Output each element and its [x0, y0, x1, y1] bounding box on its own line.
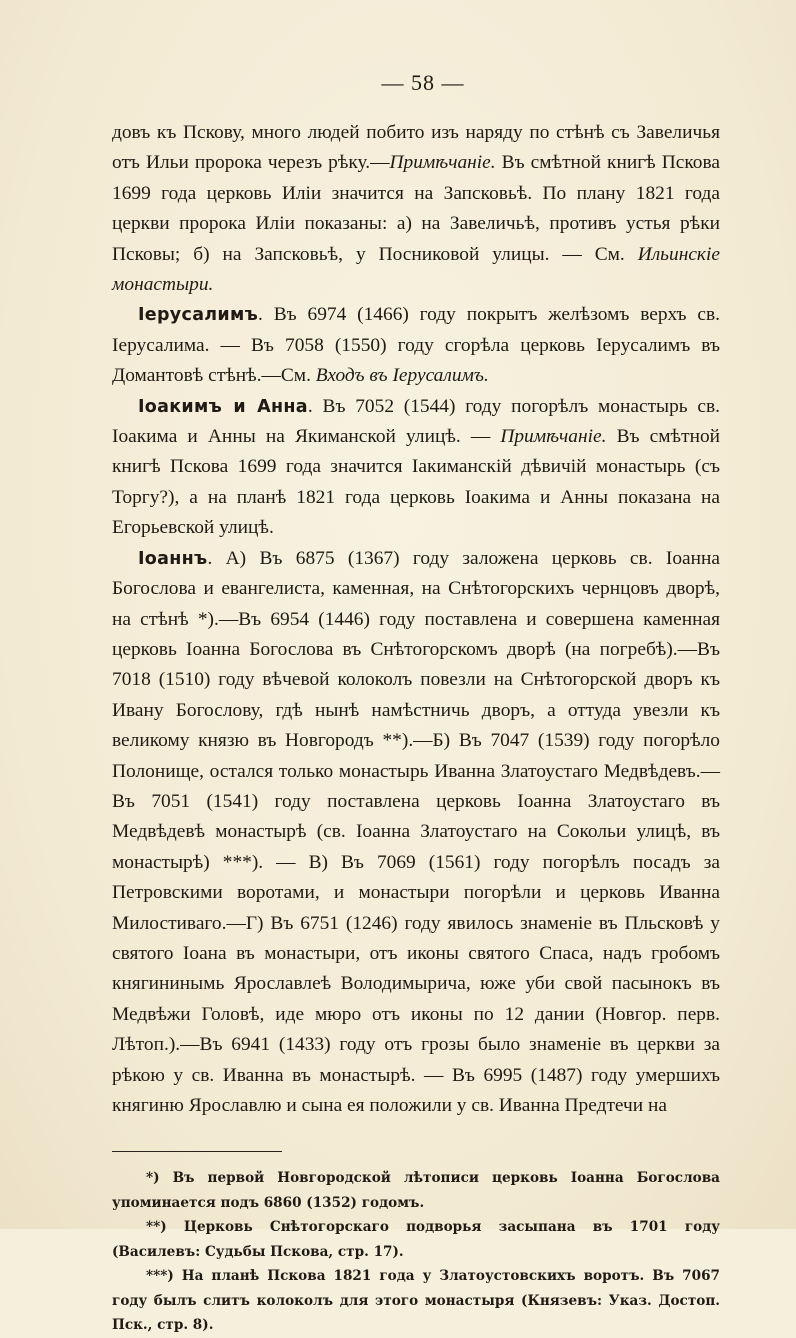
- footnote-divider: [112, 1151, 282, 1152]
- paragraph-ierusalim: [112, 300, 720, 391]
- paragraph-ilia: [112, 118, 720, 300]
- italic-segment: Примѣчаніе.: [500, 426, 607, 448]
- footnotes: [112, 1166, 720, 1338]
- entry-heading: Іоаннъ: [138, 548, 208, 569]
- paragraph-ioann: [112, 544, 720, 1122]
- page-number: — 58 —: [381, 70, 465, 95]
- footnote-1: *) Въ первой Новгородской лѣтописи церковь Іоанна Богослова упоминается подъ 6860 (1352) годомъ.: [112, 1170, 720, 1211]
- italic-segment: Входъ въ Іерусалимъ.: [315, 365, 489, 387]
- footnote-3: ***) На планѣ Пскова 1821 года у Златоустовскихъ воротъ. Въ 7067 году былъ слитъ колоколъ для этого монастыря (Князевъ: Указ. Достоп. Пск., стр. 8).: [112, 1268, 720, 1334]
- main-text: [112, 118, 720, 1121]
- text-segment: довъ къ Пскову, много людей побито изъ наряду по стѣнѣ съ Завеличья отъ Ильи пророка черезъ рѣку.—: [112, 122, 720, 174]
- entry-heading: Іерусалимъ: [138, 305, 259, 326]
- text-segment: . А) Въ 6875 (1367) году заложена церковь св. Іоанна Богослова и евангелиста, каменная, на Снѣтогорскихъ чернцовъ дворѣ, на стѣнѣ *).—Въ 6954 (1446) году поставлена и совершена каменная церковь Іоанна Богослова въ Снѣтогорскомъ дворѣ (на погребѣ).—Въ 7018 (1510) году вѣчевой колоколъ повезли на Снѣтогорской дворъ къ Ивану Богослову, гдѣ нынѣ намѣстничь дворъ, а оттуда увезли къ великому князю въ Новгородъ **).—Б) Въ 7047 (1539) году погорѣло Полонище, остался только монастырь Иванна Златоустаго Медвѣдевъ.— Въ 7051 (1541) году поставлена церковь Іоанна Златоустаго въ Медвѣдевѣ монастырѣ (св. Іоанна Златоустаго на Сокольи улицѣ, въ монастырѣ) ***). — В) Въ 7069 (1561) году погорѣлъ посадъ за Петровскими воротами, и монастыри погорѣли и церковь Иванна Милостиваго.—Г) Въ 6751 (1246) году явилось знаменіе въ Пльсковѣ у святого Іоана въ монастыри, отъ иконы святого Спаса, надъ гробомъ княгининымь Ярославлеѣ Володимырича, юже уби свой пасынокъ въ Медвѣжи Головѣ, иде мюро отъ иконы по 12 дании (Новгор. перв. Лѣтоп.).—Въ 6941 (1433) году отъ грозы было знаменіе въ церкви за рѣкою у св. Иванна въ монастырѣ. — Въ 6995 (1487) году умершихъ княгиню Ярославлю и сына ея положили у св. Иванна Предтечи на: [112, 547, 720, 1116]
- paragraph-ioakim-anna: [112, 392, 720, 544]
- text-segment: . Въ 7052 (1544) году погорѣлъ монастырь св. Іоакима и Анны на Якиманской улицѣ. —: [112, 395, 720, 448]
- text-segment: Въ смѣтной книгѣ Пскова 1699 года церковь Иліи значится на Запсковьѣ. По плану 1821 года церкви пророка Иліи показаны: а) на Завеличьѣ, противъ устья рѣки Псковы; б) на Запсковьѣ, у Посниковой улицы. — См.: [112, 152, 720, 265]
- italic-segment: Ильинскіе монастыри.: [112, 243, 720, 296]
- text-segment: . Въ 6974 (1466) году покрытъ желѣзомъ верхъ св. Іерусалима. — Въ 7058 (1550) году сгорѣла церковь Іерусалимъ въ Домантовѣ стѣнѣ.—См.: [112, 304, 720, 387]
- italic-segment: Примѣчаніе.: [389, 152, 496, 174]
- entry-heading: Іоакимъ и Анна: [138, 396, 308, 417]
- text-segment: Въ смѣтной книгѣ Пскова 1699 года значится Іакиманскій дѣвичій монастырь (съ Торгу?), а на планѣ 1821 года церковь Іоакима и Анны показана на Егорьевской улицѣ.: [112, 426, 721, 539]
- footnote-2: **) Церковь Снѣтогорскаго подворья засыпана въ 1701 году (Василевъ: Судьбы Пскова, стр. 17).: [112, 1219, 720, 1260]
